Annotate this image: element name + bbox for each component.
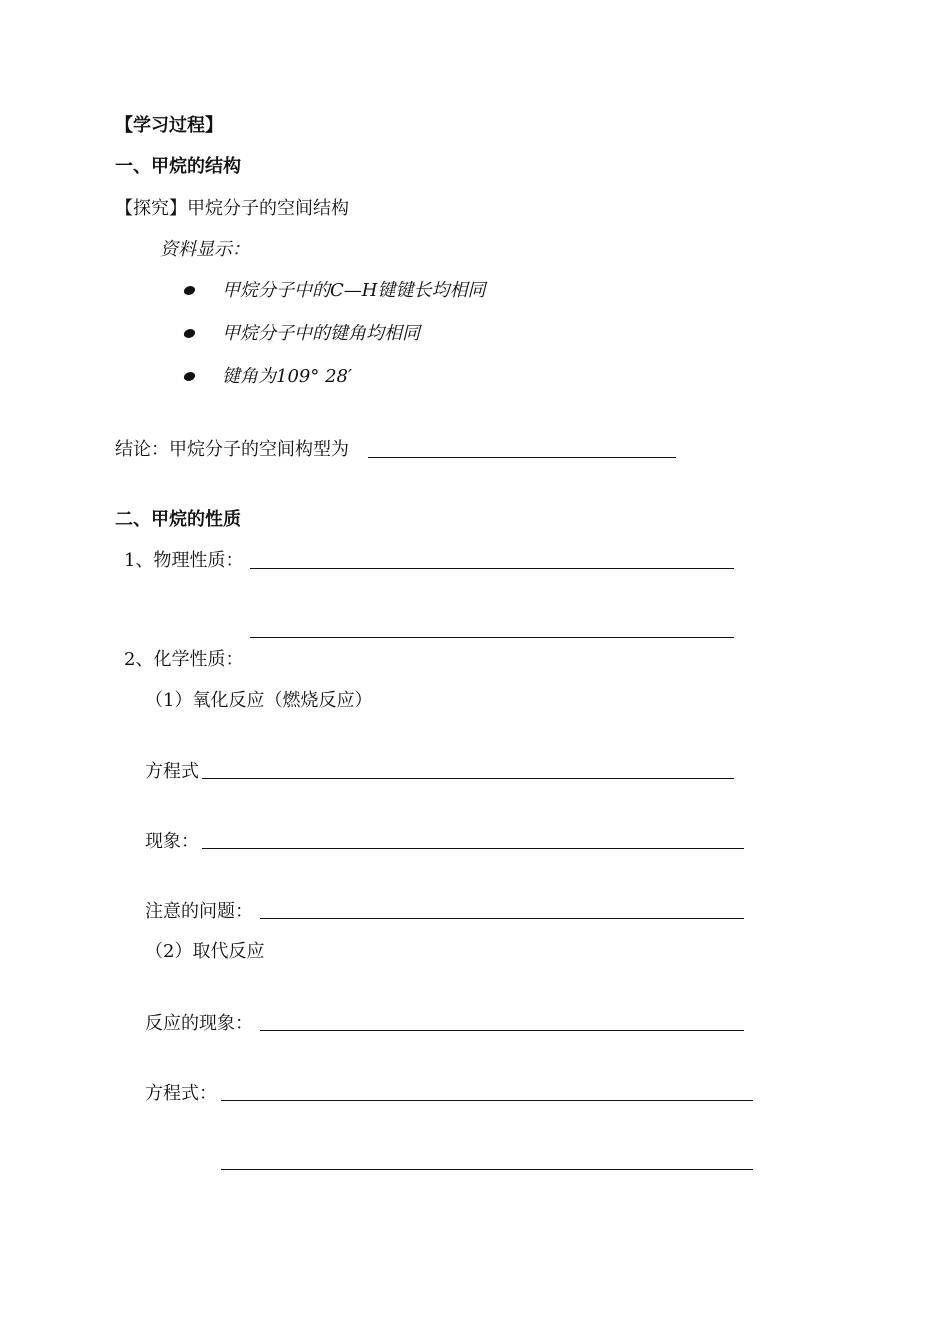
bullet-icon bbox=[183, 329, 196, 338]
notes-blank[interactable] bbox=[260, 918, 744, 919]
bullet-item: 甲烷分子中的C—H键键长均相同 bbox=[222, 280, 486, 301]
substitution-reaction-label: （2）取代反应 bbox=[145, 941, 265, 962]
equation-label: 方程式 bbox=[145, 761, 199, 782]
equation-blank[interactable] bbox=[202, 778, 734, 779]
section2-heading: 二、甲烷的性质 bbox=[115, 509, 241, 530]
phenomenon-label: 现象： bbox=[145, 831, 199, 852]
oxidation-reaction-label: （1）氧化反应（燃烧反应） bbox=[145, 690, 373, 711]
notes-label: 注意的问题： bbox=[145, 901, 253, 922]
reaction-phenomenon-label: 反应的现象： bbox=[145, 1013, 253, 1034]
section-title: 【学习过程】 bbox=[115, 115, 223, 136]
info-label: 资料显示： bbox=[160, 239, 250, 260]
physical-properties-label: 1、物理性质： bbox=[124, 550, 244, 571]
equation-blank-2[interactable] bbox=[221, 1100, 753, 1101]
section1-heading: 一、甲烷的结构 bbox=[115, 156, 241, 177]
bullet-item: 键角为109° 28′ bbox=[222, 366, 353, 387]
bullet-icon bbox=[183, 286, 196, 295]
physical-properties-blank-2[interactable] bbox=[250, 637, 734, 638]
explore-label: 【探究】甲烷分子的空间结构 bbox=[115, 198, 349, 219]
chemical-properties-label: 2、化学性质： bbox=[124, 649, 244, 670]
equation-label-2: 方程式： bbox=[145, 1083, 217, 1104]
bullet-item: 甲烷分子中的键角均相同 bbox=[222, 323, 420, 344]
conclusion-blank[interactable] bbox=[368, 457, 676, 458]
phenomenon-blank[interactable] bbox=[202, 848, 744, 849]
physical-properties-blank[interactable] bbox=[250, 568, 734, 569]
equation-blank-3[interactable] bbox=[221, 1169, 753, 1170]
reaction-phenomenon-blank[interactable] bbox=[260, 1030, 744, 1031]
bullet-icon bbox=[183, 372, 196, 381]
conclusion-label: 结论：甲烷分子的空间构型为 bbox=[115, 439, 349, 460]
